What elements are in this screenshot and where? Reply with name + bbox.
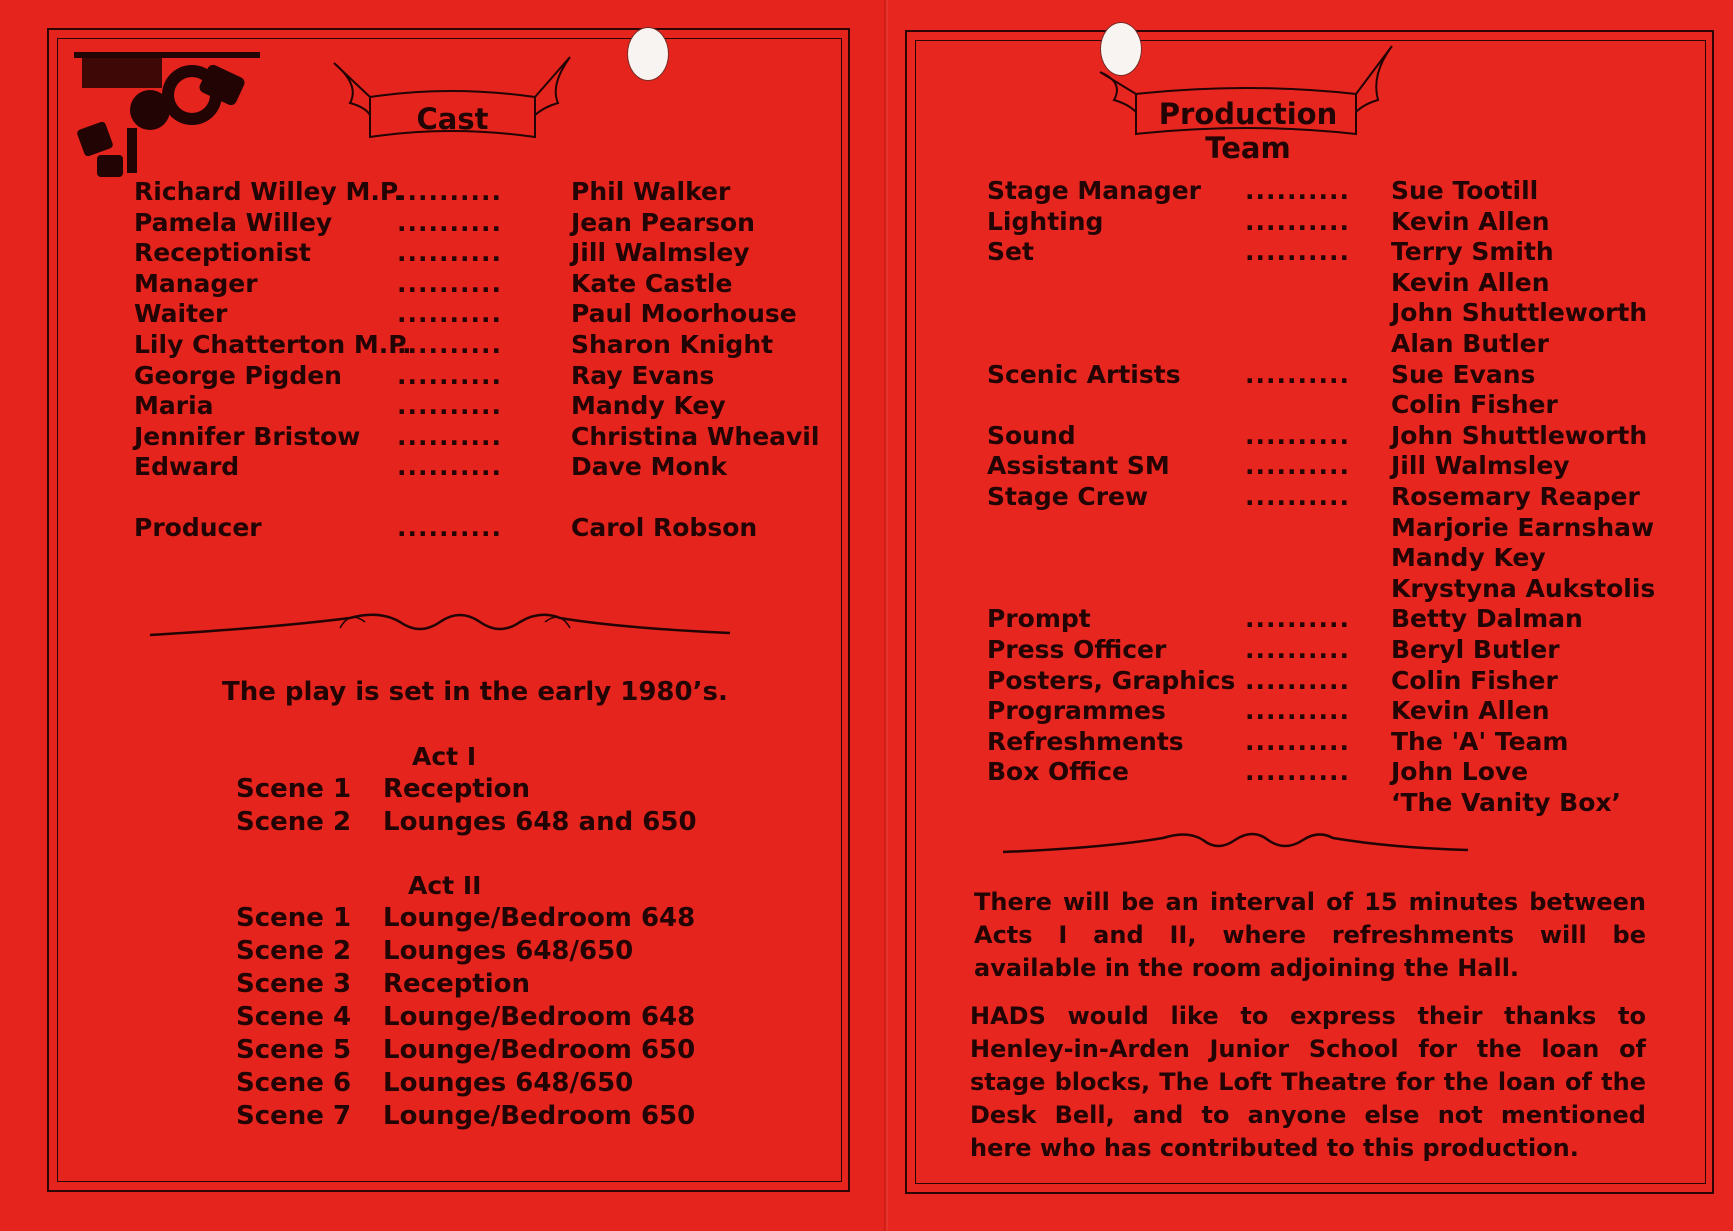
scene-number: Scene 1 bbox=[236, 903, 352, 933]
producer-name: Carol Robson bbox=[571, 513, 758, 542]
team-role: Programmes bbox=[987, 696, 1166, 726]
producer-role: Producer bbox=[134, 513, 262, 542]
team-role: Stage Manager bbox=[987, 176, 1201, 205]
team-member: John Shuttleworth bbox=[1391, 420, 1648, 450]
cast-role: George Pigden bbox=[134, 360, 342, 390]
cast-role: Maria bbox=[134, 391, 214, 421]
team-dots: .......... bbox=[1245, 696, 1350, 726]
cast-actor: Paul Moorhouse bbox=[571, 299, 797, 329]
team-role: Sound bbox=[987, 420, 1076, 450]
producer-dots: .......... bbox=[397, 513, 502, 542]
scene-location: Lounge/Bedroom 648 bbox=[383, 1002, 696, 1032]
cast-role: Edward bbox=[134, 452, 240, 482]
setting-note: The play is set in the early 1980’s. bbox=[222, 677, 728, 707]
cast-role: Pamela Willey bbox=[134, 207, 333, 237]
team-member: ‘The Vanity Box’ bbox=[1391, 788, 1622, 817]
team-member: Kevin Allen bbox=[1391, 267, 1550, 297]
thanks-note: HADS would like to express their thanks to Henley-in-Arden Junior School for the loan of stage blocks, The Loft Theatre for the loan of the Desk Bell, and to anyone else not mentioned here who has contributed to this production. bbox=[970, 1002, 1646, 1162]
team-member: Kevin Allen bbox=[1391, 696, 1550, 726]
scene-location: Lounge/Bedroom 650 bbox=[383, 1035, 696, 1065]
cast-actor: Jean Pearson bbox=[571, 207, 755, 237]
team-dots: .......... bbox=[1245, 757, 1350, 787]
team-role: Box Office bbox=[987, 757, 1129, 787]
team-dots: .......... bbox=[1245, 604, 1350, 634]
cast-role: Receptionist bbox=[134, 238, 311, 268]
scroll-ornament-right bbox=[1003, 822, 1468, 866]
cast-dots: .......... bbox=[397, 238, 502, 268]
team-dots: .......... bbox=[1245, 176, 1350, 205]
team-member: Marjorie Earnshaw bbox=[1391, 512, 1655, 542]
cast-title: Cast bbox=[416, 102, 489, 136]
scroll-ornament bbox=[150, 600, 730, 650]
act-title: Act I bbox=[412, 742, 477, 771]
cast-actor: Ray Evans bbox=[571, 360, 715, 390]
team-dots: .......... bbox=[1245, 237, 1350, 267]
team-role: Refreshments bbox=[987, 726, 1184, 756]
cast-actor: Kate Castle bbox=[571, 268, 733, 298]
scene-number: Scene 2 bbox=[236, 807, 352, 837]
scene-location: Lounges 648/650 bbox=[383, 1068, 634, 1098]
scene-number: Scene 6 bbox=[236, 1068, 352, 1098]
team-member: Beryl Butler bbox=[1391, 635, 1560, 664]
team-member: Rosemary Reaper bbox=[1391, 482, 1640, 511]
scene-number: Scene 4 bbox=[236, 1002, 352, 1032]
scene-location: Lounge/Bedroom 648 bbox=[383, 903, 696, 933]
team-dots: .......... bbox=[1245, 665, 1350, 695]
team-dots: .......... bbox=[1245, 206, 1350, 236]
team-title: Production Team bbox=[1158, 97, 1338, 165]
scene-location: Lounge/Bedroom 650 bbox=[383, 1101, 696, 1131]
cast-dots: .......... bbox=[397, 330, 502, 359]
team-dots: .......... bbox=[1245, 726, 1350, 756]
act-title: Act II bbox=[408, 871, 482, 900]
cast-actor: Jill Walmsley bbox=[571, 238, 750, 268]
team-member: Mandy Key bbox=[1391, 543, 1546, 573]
cast-actor: Dave Monk bbox=[571, 452, 728, 482]
team-member: Kevin Allen bbox=[1391, 206, 1550, 236]
right-page bbox=[888, 0, 1733, 1231]
scene-number: Scene 2 bbox=[236, 936, 352, 966]
team-member: Terry Smith bbox=[1391, 237, 1554, 267]
cast-role: Waiter bbox=[134, 299, 228, 329]
cast-actor: Christina Wheavil bbox=[571, 421, 820, 451]
cast-role: Jennifer Bristow bbox=[134, 421, 361, 451]
cast-dots: .......... bbox=[397, 360, 502, 390]
punch-hole bbox=[627, 27, 669, 81]
team-member: John Shuttleworth bbox=[1391, 298, 1648, 328]
cast-dots: .......... bbox=[397, 299, 502, 329]
team-member: Jill Walmsley bbox=[1391, 451, 1570, 481]
team-dots: .......... bbox=[1245, 359, 1350, 389]
team-role: Stage Crew bbox=[987, 482, 1149, 511]
team-member: Colin Fisher bbox=[1391, 390, 1558, 420]
team-role: Assistant SM bbox=[987, 451, 1170, 481]
stage-lights-icon bbox=[72, 50, 262, 180]
team-role: Prompt bbox=[987, 604, 1091, 634]
team-dots: .......... bbox=[1245, 451, 1350, 481]
cast-dots: .......... bbox=[397, 452, 502, 482]
cast-actor: Mandy Key bbox=[571, 391, 726, 421]
interval-note: There will be an interval of 15 minutes between Acts I and II, where refreshments will be available in the room adjoining the Hall. bbox=[974, 888, 1646, 982]
cast-role: Manager bbox=[134, 268, 258, 298]
scene-number: Scene 1 bbox=[236, 774, 352, 804]
cast-dots: .......... bbox=[397, 207, 502, 237]
team-member: Alan Butler bbox=[1391, 329, 1549, 358]
scene-location: Lounges 648 and 650 bbox=[383, 807, 697, 837]
team-dots: .......... bbox=[1245, 635, 1350, 664]
team-member: Krystyna Aukstolis bbox=[1391, 573, 1656, 603]
team-role: Press Officer bbox=[987, 635, 1167, 664]
scene-number: Scene 5 bbox=[236, 1035, 352, 1065]
team-member: John Love bbox=[1391, 757, 1529, 787]
scene-number: Scene 3 bbox=[236, 969, 352, 999]
scene-number: Scene 7 bbox=[236, 1101, 352, 1131]
team-member: The 'A' Team bbox=[1391, 726, 1569, 756]
team-member: Sue Evans bbox=[1391, 359, 1536, 389]
team-role: Posters, Graphics bbox=[987, 665, 1236, 695]
cast-dots: .......... bbox=[397, 421, 502, 451]
team-dots: .......... bbox=[1245, 482, 1350, 511]
team-member: Sue Tootill bbox=[1391, 176, 1539, 205]
cast-actor: Sharon Knight bbox=[571, 330, 774, 359]
cast-dots: .......... bbox=[397, 268, 502, 298]
team-role: Scenic Artists bbox=[987, 359, 1181, 389]
team-role: Set bbox=[987, 237, 1034, 267]
scene-location: Reception bbox=[383, 774, 531, 804]
team-member: Colin Fisher bbox=[1391, 665, 1558, 695]
cast-dots: .......... bbox=[397, 391, 502, 421]
team-dots: .......... bbox=[1245, 420, 1350, 450]
team-member: Betty Dalman bbox=[1391, 604, 1583, 634]
cast-role: Richard Willey M.P. bbox=[134, 177, 404, 206]
cast-role: Lily Chatterton M.P. bbox=[134, 330, 412, 359]
cast-actor: Phil Walker bbox=[571, 177, 731, 206]
team-role: Lighting bbox=[987, 206, 1104, 236]
cast-dots: .......... bbox=[397, 177, 502, 206]
scene-location: Lounges 648/650 bbox=[383, 936, 634, 966]
scene-location: Reception bbox=[383, 969, 531, 999]
